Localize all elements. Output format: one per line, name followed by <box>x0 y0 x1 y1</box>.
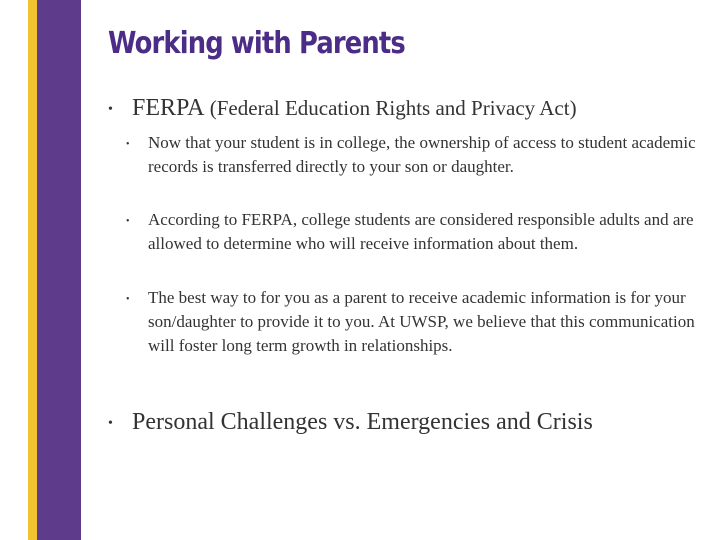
bullet-text <box>132 90 577 126</box>
bullet-marker: • <box>108 416 113 431</box>
bullet-subheading: (Federal Education Rights and Privacy Act) <box>204 96 577 120</box>
bullet-marker: • <box>126 139 130 150</box>
sub-bullet-text: According to FERPA, college students are considered responsible adults and are allowed to determine who will receive information about them. <box>148 210 694 253</box>
slide-title: Working with Parents <box>108 26 405 61</box>
bullet-heading: FERPA <box>132 95 205 121</box>
bullet-marker: • <box>126 294 130 305</box>
bullet-marker: • <box>108 102 113 117</box>
sub-bullet-text: The best way to for you as a parent to receive academic information is for your son/daughter to provide it to you. At UWSP, we believe that this communication will foster long term growth in relationships. <box>148 288 695 355</box>
sub-bullet-text: Now that your student is in college, the ownership of access to student academic records is transferred directly to your son or daughter. <box>148 133 696 176</box>
purple-accent-bar <box>37 0 81 540</box>
gold-accent-bar <box>28 0 37 540</box>
bullet-marker: • <box>126 216 130 227</box>
bullet-text: Personal Challenges vs. Emergencies and Crisis <box>132 409 593 435</box>
